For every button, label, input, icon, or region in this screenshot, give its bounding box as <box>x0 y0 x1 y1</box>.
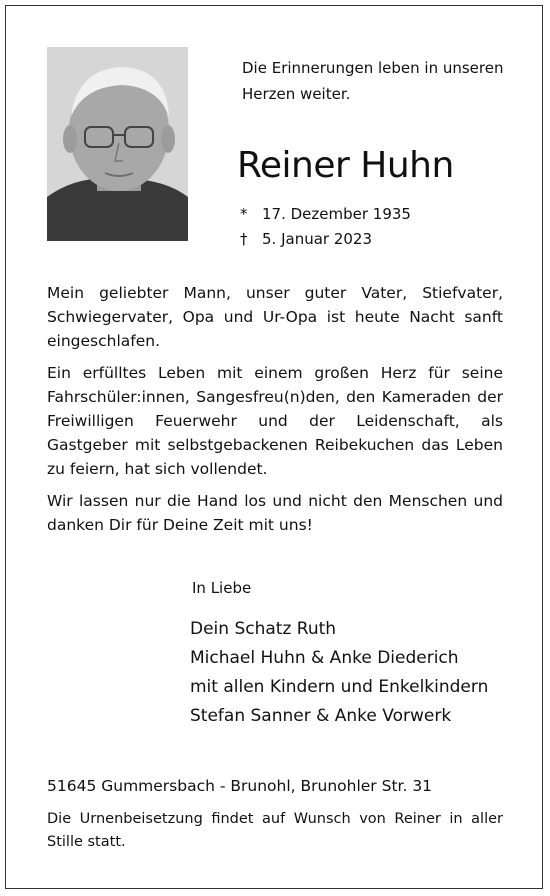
birth-symbol: * <box>240 205 248 223</box>
burial-note: Die Urnenbeisetzung findet auf Wunsch von Reiner in aller Stille statt. <box>47 811 503 850</box>
death-date-line <box>240 227 411 252</box>
paragraph: Mein geliebter Mann, unser guter Vater, Stiefvater, Schwiegervater, Opa und Ur-Opa ist heute Nacht sanft eingeschlafen. <box>47 284 503 350</box>
paragraph: Wir lassen nur die Hand los und nicht den Menschen und danken Dir für Deine Zeit mit uns! <box>47 492 503 534</box>
address: 51645 Gummersbach - Brunohl, Brunohler Str. 31 <box>47 777 433 795</box>
death-date: 5. Januar 2023 <box>262 230 373 248</box>
life-dates <box>240 202 411 252</box>
family-member: Michael Huhn & Anke Diederich <box>190 648 459 668</box>
family-member: Stefan Sanner & Anke Vorwerk <box>190 706 452 726</box>
deceased-name: Reiner Huhn <box>237 145 454 186</box>
family-list <box>190 615 488 731</box>
family-member: Dein Schatz Ruth <box>190 619 337 639</box>
paragraph: Ein erfülltes Leben mit einem großen Herz für seine Fahrschüler:innen, Sangesfreu(n)den, den Kameraden der Freiwilligen Feuerwehr und der Leidenschaft, als Gastgeber mit selbstgebackenen Reibekuchen das Leben zu feiern, hat sich vollendet. <box>47 364 503 478</box>
motto <box>242 55 522 107</box>
motto-line: Die Erinnerungen leben in unseren <box>242 59 504 77</box>
birth-date: 17. Dezember 1935 <box>262 205 411 223</box>
death-symbol: † <box>240 230 248 248</box>
birth-date-line <box>240 202 411 227</box>
obituary-text <box>47 281 503 545</box>
family-member: mit allen Kindern und Enkelkindern <box>190 677 489 697</box>
portrait-photo <box>47 47 188 241</box>
greeting: In Liebe <box>192 579 252 597</box>
motto-line: Herzen weiter. <box>242 85 351 103</box>
